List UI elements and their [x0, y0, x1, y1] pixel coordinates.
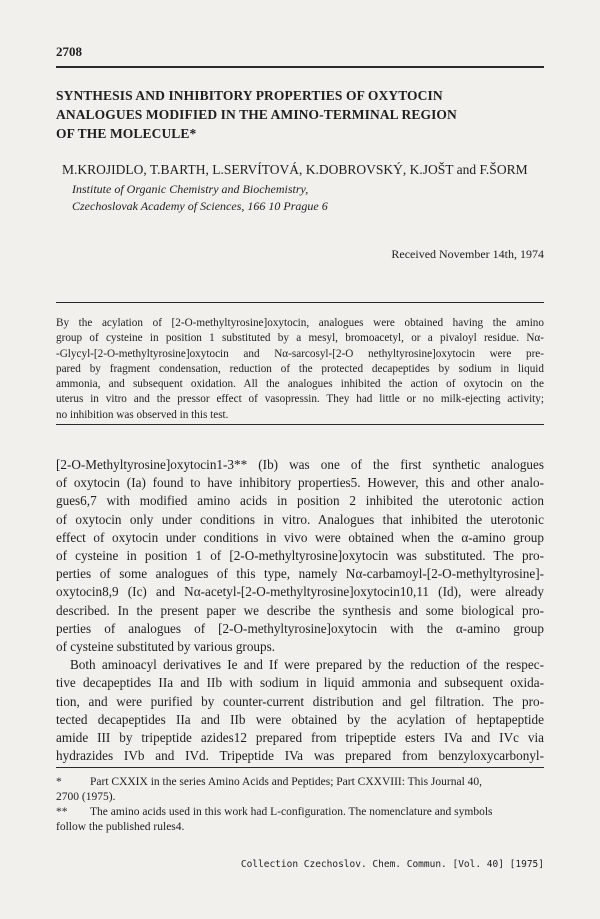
footnotes: [56, 775, 544, 835]
body-line: Both aminoacyl derivatives Ie and If were prepared by the reduction of the respec-: [70, 657, 544, 673]
title-line: ANALOGUES MODIFIED IN THE AMINO-TERMINAL REGION: [56, 107, 457, 122]
abstract-line: -Glycyl-[2-O-methyltyrosine]oxytocin and Nα-sarcosyl-[2-O nethyltyrosine]oxytocin were pre-: [56, 347, 544, 360]
abstract-line: no inhibition was observed in this test.: [56, 408, 229, 421]
abstract-top-rule: [56, 302, 544, 303]
body-text: [56, 456, 544, 765]
abstract-line: By the acylation of [2-O-methyltyrosine]oxytocin, analogues were obtained having the amino: [56, 317, 544, 329]
abstract-line: group of cysteine in position 1 substituted by a mesyl, bromoacetyl, or a pivaloyl residue. Nα-: [56, 332, 544, 345]
body-line: gues6,7 with modified amino acids in position 2 inhibited the uterotonic action: [56, 493, 544, 509]
abstract-line: pared by fragment condensation, reduction of the protected decapeptides by sodium in liquid: [56, 362, 544, 375]
header-rule: [56, 66, 544, 68]
footnote-continuation: 2700 (1975).: [56, 791, 116, 803]
body-line: perties of some analogues of this type, namely Nα-carbamoyl-[2-O-methyltyrosine]-: [56, 566, 544, 582]
body-line: tion, and were purified by counter-current distribution and gel filtration. The pro-: [56, 693, 544, 709]
footnote: [56, 775, 544, 790]
body-line: of oxytocin (Ia) found to have inhibitory properties5. However, this and other analo-: [56, 475, 544, 491]
footnote-rule: [56, 767, 544, 768]
body-line: perties of analogues of [2-O-methyltyrosine]oxytocin with the α-amino group: [56, 620, 544, 636]
body-line: of oxytocin only under conditions in vitro. Analogues that inhibited the uterotonic: [56, 511, 544, 527]
footnote-mark: **: [56, 806, 68, 818]
body-line: amide III by tripeptide azides12 prepared from tripeptide esters IVa and IVc via: [56, 730, 544, 746]
footnote-text: The amino acids used in this work had L-configuration. The nomenclature and symbols: [90, 806, 493, 818]
abstract-line: ammonia, and subsequent oxidation. All the analogues inhibited the action of oxytocin on the: [56, 378, 544, 391]
body-line: effect of oxytocin under conditions in vivo were obtained when the α-amino group: [56, 529, 544, 545]
affiliation: [72, 181, 328, 215]
abstract-bottom-rule: [56, 424, 544, 425]
affiliation-line: Czechoslovak Academy of Sciences, 166 10 Prague 6: [72, 199, 328, 213]
author-list: M.KROJIDLO, T.BARTH, L.SERVÍTOVÁ, K.DOBROVSKÝ, K.JOŠT and F.ŠORM: [62, 162, 528, 177]
body-line: tive decapeptides IIa and IIb with sodium in liquid ammonia and subsequent oxida-: [56, 675, 544, 691]
footnote-text: Part CXXIX in the series Amino Acids and Peptides; Part CXXVIII: This Journal 40,: [90, 776, 483, 788]
article-title: [56, 86, 544, 143]
received-date: Received November 14th, 1974: [391, 247, 544, 261]
abstract: [56, 316, 544, 423]
footnote: [56, 805, 544, 820]
abstract-line: uterus in vitro and the pressor effect of vasopressin. They had little or no milk-ejecting activity;: [56, 393, 544, 406]
body-line: oxytocin8,9 (Ic) and Nα-acetyl-[2-O-methyltyrosine]oxytocin10,11 (Id), were already: [56, 584, 544, 600]
title-line: OF THE MOLECULE*: [56, 126, 197, 141]
page-number: 2708: [56, 44, 82, 59]
affiliation-line: Institute of Organic Chemistry and Biochemistry,: [72, 182, 309, 196]
title-line: SYNTHESIS AND INHIBITORY PROPERTIES OF OXYTOCIN: [56, 88, 443, 103]
footnote-continuation: follow the published rules4.: [56, 821, 185, 833]
body-line: hydrazides IVb and IVd. Tripeptide IVa was prepared from benzyloxycarbonyl-: [56, 748, 544, 764]
body-line: of cysteine in position 1 of [2-O-methyltyrosine]oxytocin was substituted. The pro-: [56, 548, 544, 564]
body-line: described. In the present paper we describe the synthesis and some biological pro-: [56, 602, 544, 618]
journal-citation: Collection Czechoslov. Chem. Commun. [Vol. 40] [1975]: [240, 859, 544, 870]
body-line: of cysteine substituted by various groups.: [56, 639, 276, 655]
body-line: tected decapeptides IIa and IIb were obtained by the acylation of heptapeptide: [56, 711, 544, 727]
footnote-mark: *: [56, 776, 62, 788]
body-line: [2-O-Methyltyrosine]oxytocin1-3** (Ib) was one of the first synthetic analogues: [56, 457, 544, 472]
